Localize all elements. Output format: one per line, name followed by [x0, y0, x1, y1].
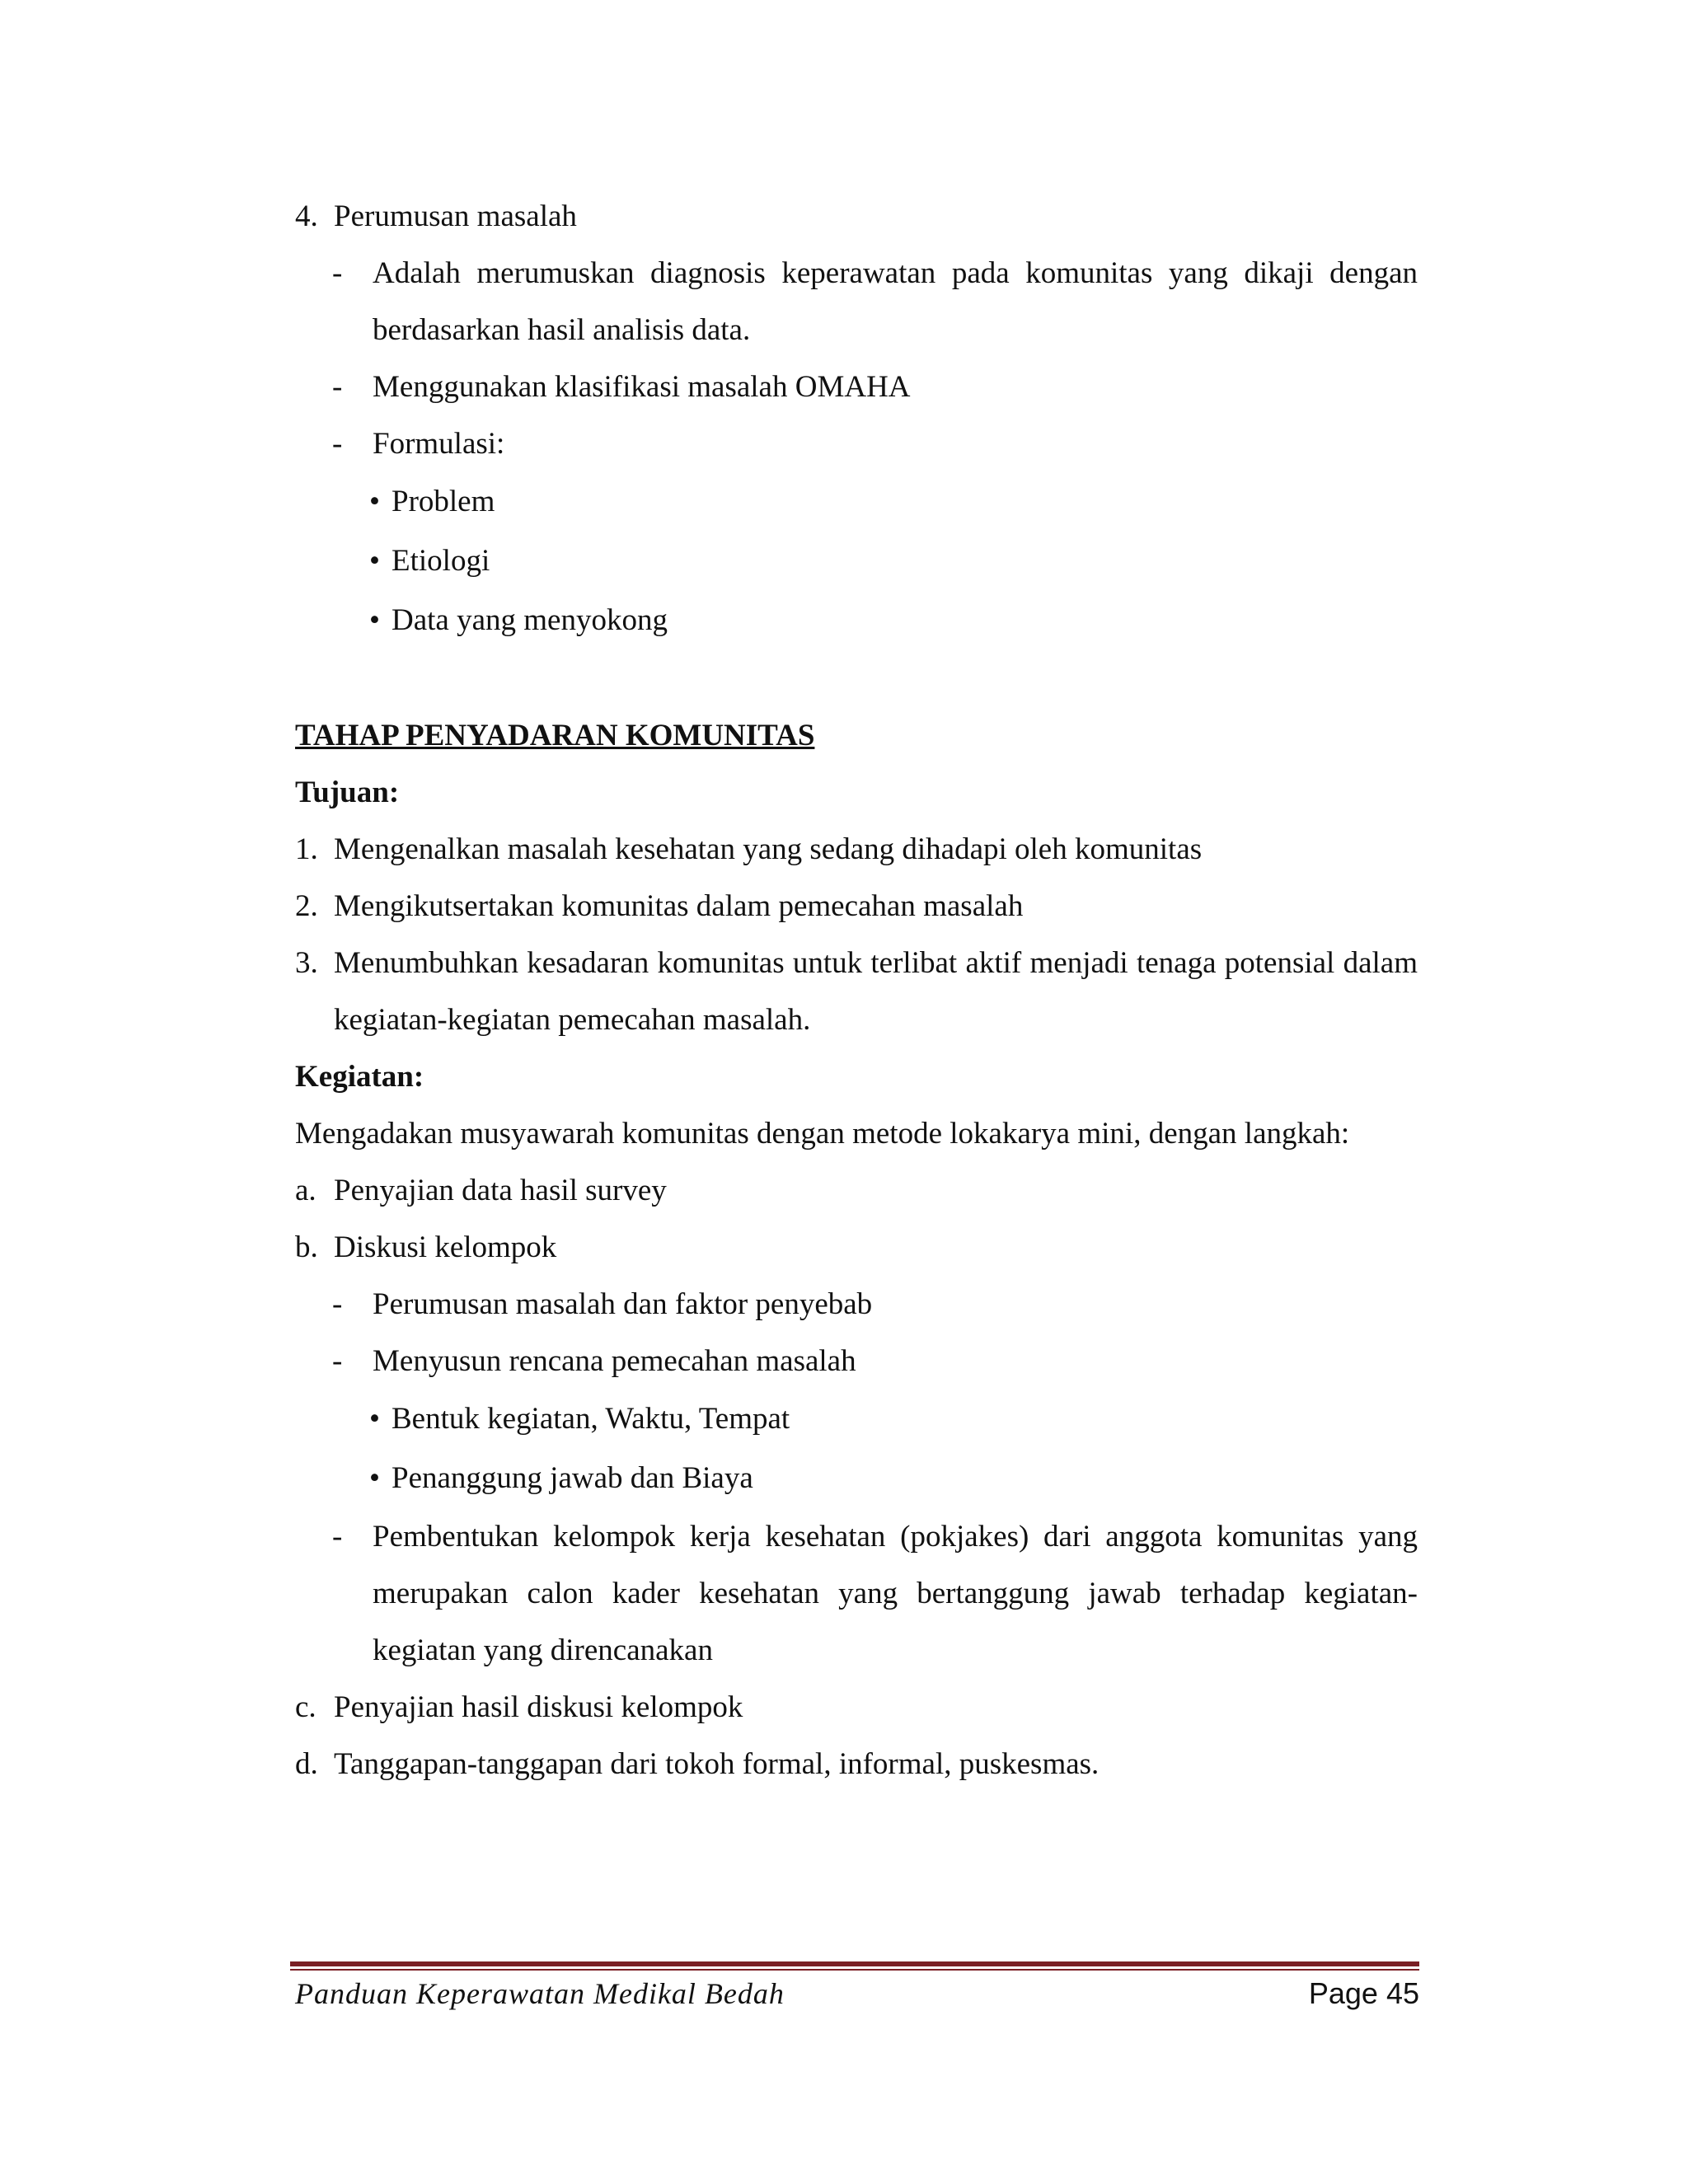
dash-text: Perumusan masalah dan faktor penyebab [373, 1287, 873, 1321]
bullet-text: Problem [392, 485, 495, 518]
footer-rule [290, 1961, 1419, 1966]
bullet-item [295, 472, 1418, 532]
list-text: Diskusi kelompok [334, 1230, 557, 1264]
bullet-text: Etiologi [392, 544, 490, 578]
list-item-a [295, 1162, 1418, 1219]
list-number: 4. [295, 199, 318, 233]
tujuan-label: Tujuan: [295, 776, 400, 809]
list-letter: b. [295, 1230, 318, 1264]
list-text: Perumusan masalah [334, 199, 577, 233]
bullet-item [295, 532, 1418, 591]
list-letter: c. [295, 1690, 316, 1724]
list-text: Penyajian data hasil survey [334, 1174, 667, 1207]
dash-item [295, 1508, 1418, 1679]
list-text: Penyajian hasil diskusi kelompok [334, 1690, 743, 1724]
dash-text: Adalah merumuskan diagnosis keperawatan pada komunitas yang dikaji dengan berdasarkan hasil analisis data. [373, 256, 1418, 347]
dash-marker: - [332, 256, 343, 290]
footer-rule-thin [290, 1969, 1419, 1971]
bullet-icon: • [369, 485, 380, 518]
list-item-d [295, 1736, 1418, 1793]
page-number: Page 45 [1308, 1976, 1419, 2010]
list-number: 1. [295, 832, 318, 866]
dash-item [295, 245, 1418, 359]
bullet-text: Penanggung jawab dan Biaya [392, 1461, 753, 1495]
list-number: 3. [295, 946, 318, 980]
bullet-item [295, 1449, 1418, 1508]
dash-text: Menggunakan klasifikasi masalah OMAHA [373, 370, 911, 404]
bullet-item [295, 1390, 1418, 1449]
kegiatan-intro: Mengadakan musyawarah komunitas dengan metode lokakarya mini, dengan langkah: [295, 1117, 1350, 1151]
dash-text: Pembentukan kelompok kerja kesehatan (pokjakes) dari anggota komunitas yang merupakan calon kader kesehatan yang bertanggung jawab terhadap kegiatan-kegiatan yang direncanakan [373, 1520, 1418, 1667]
footer-title: Panduan Keperawatan Medikal Bedah [295, 1977, 785, 2010]
section-heading: TAHAP PENYADARAN KOMUNITAS [295, 719, 815, 752]
dash-marker: - [332, 1287, 343, 1321]
list-letter: a. [295, 1174, 316, 1207]
dash-text: Formulasi: [373, 427, 505, 461]
dash-marker: - [332, 427, 343, 461]
list-item-c [295, 1679, 1418, 1736]
list-text: Mengikutsertakan komunitas dalam pemecahan masalah [334, 889, 1024, 923]
list-item-4 [295, 188, 1418, 245]
dash-item [295, 359, 1418, 415]
list-item-1 [295, 821, 1418, 878]
list-text: Tanggapan-tanggapan dari tokoh formal, informal, puskesmas. [334, 1747, 1100, 1781]
list-number: 2. [295, 889, 318, 923]
bullet-text: Bentuk kegiatan, Waktu, Tempat [392, 1402, 790, 1436]
bullet-text: Data yang menyokong [392, 603, 668, 637]
dash-marker: - [332, 370, 343, 404]
dash-marker: - [332, 1520, 343, 1554]
list-letter: d. [295, 1747, 318, 1781]
dash-text: Menyusun rencana pemecahan masalah [373, 1344, 856, 1378]
bullet-icon: • [369, 1402, 380, 1436]
list-item-2 [295, 878, 1418, 935]
dash-item [295, 1333, 1418, 1390]
list-item-3 [295, 935, 1418, 1048]
dash-item [295, 415, 1418, 472]
bullet-icon: • [369, 603, 380, 637]
bullet-icon: • [369, 544, 380, 578]
list-text: Mengenalkan masalah kesehatan yang sedang dihadapi oleh komunitas [334, 832, 1203, 866]
page-content [295, 188, 1418, 1793]
bullet-icon: • [369, 1461, 380, 1495]
dash-marker: - [332, 1344, 343, 1378]
kegiatan-label: Kegiatan: [295, 1060, 424, 1094]
bullet-item [295, 591, 1418, 650]
list-text: Menumbuhkan kesadaran komunitas untuk terlibat aktif menjadi tenaga potensial dalam kegiatan-kegiatan pemecahan masalah. [334, 946, 1418, 1037]
dash-item [295, 1276, 1418, 1333]
list-item-b [295, 1219, 1418, 1276]
